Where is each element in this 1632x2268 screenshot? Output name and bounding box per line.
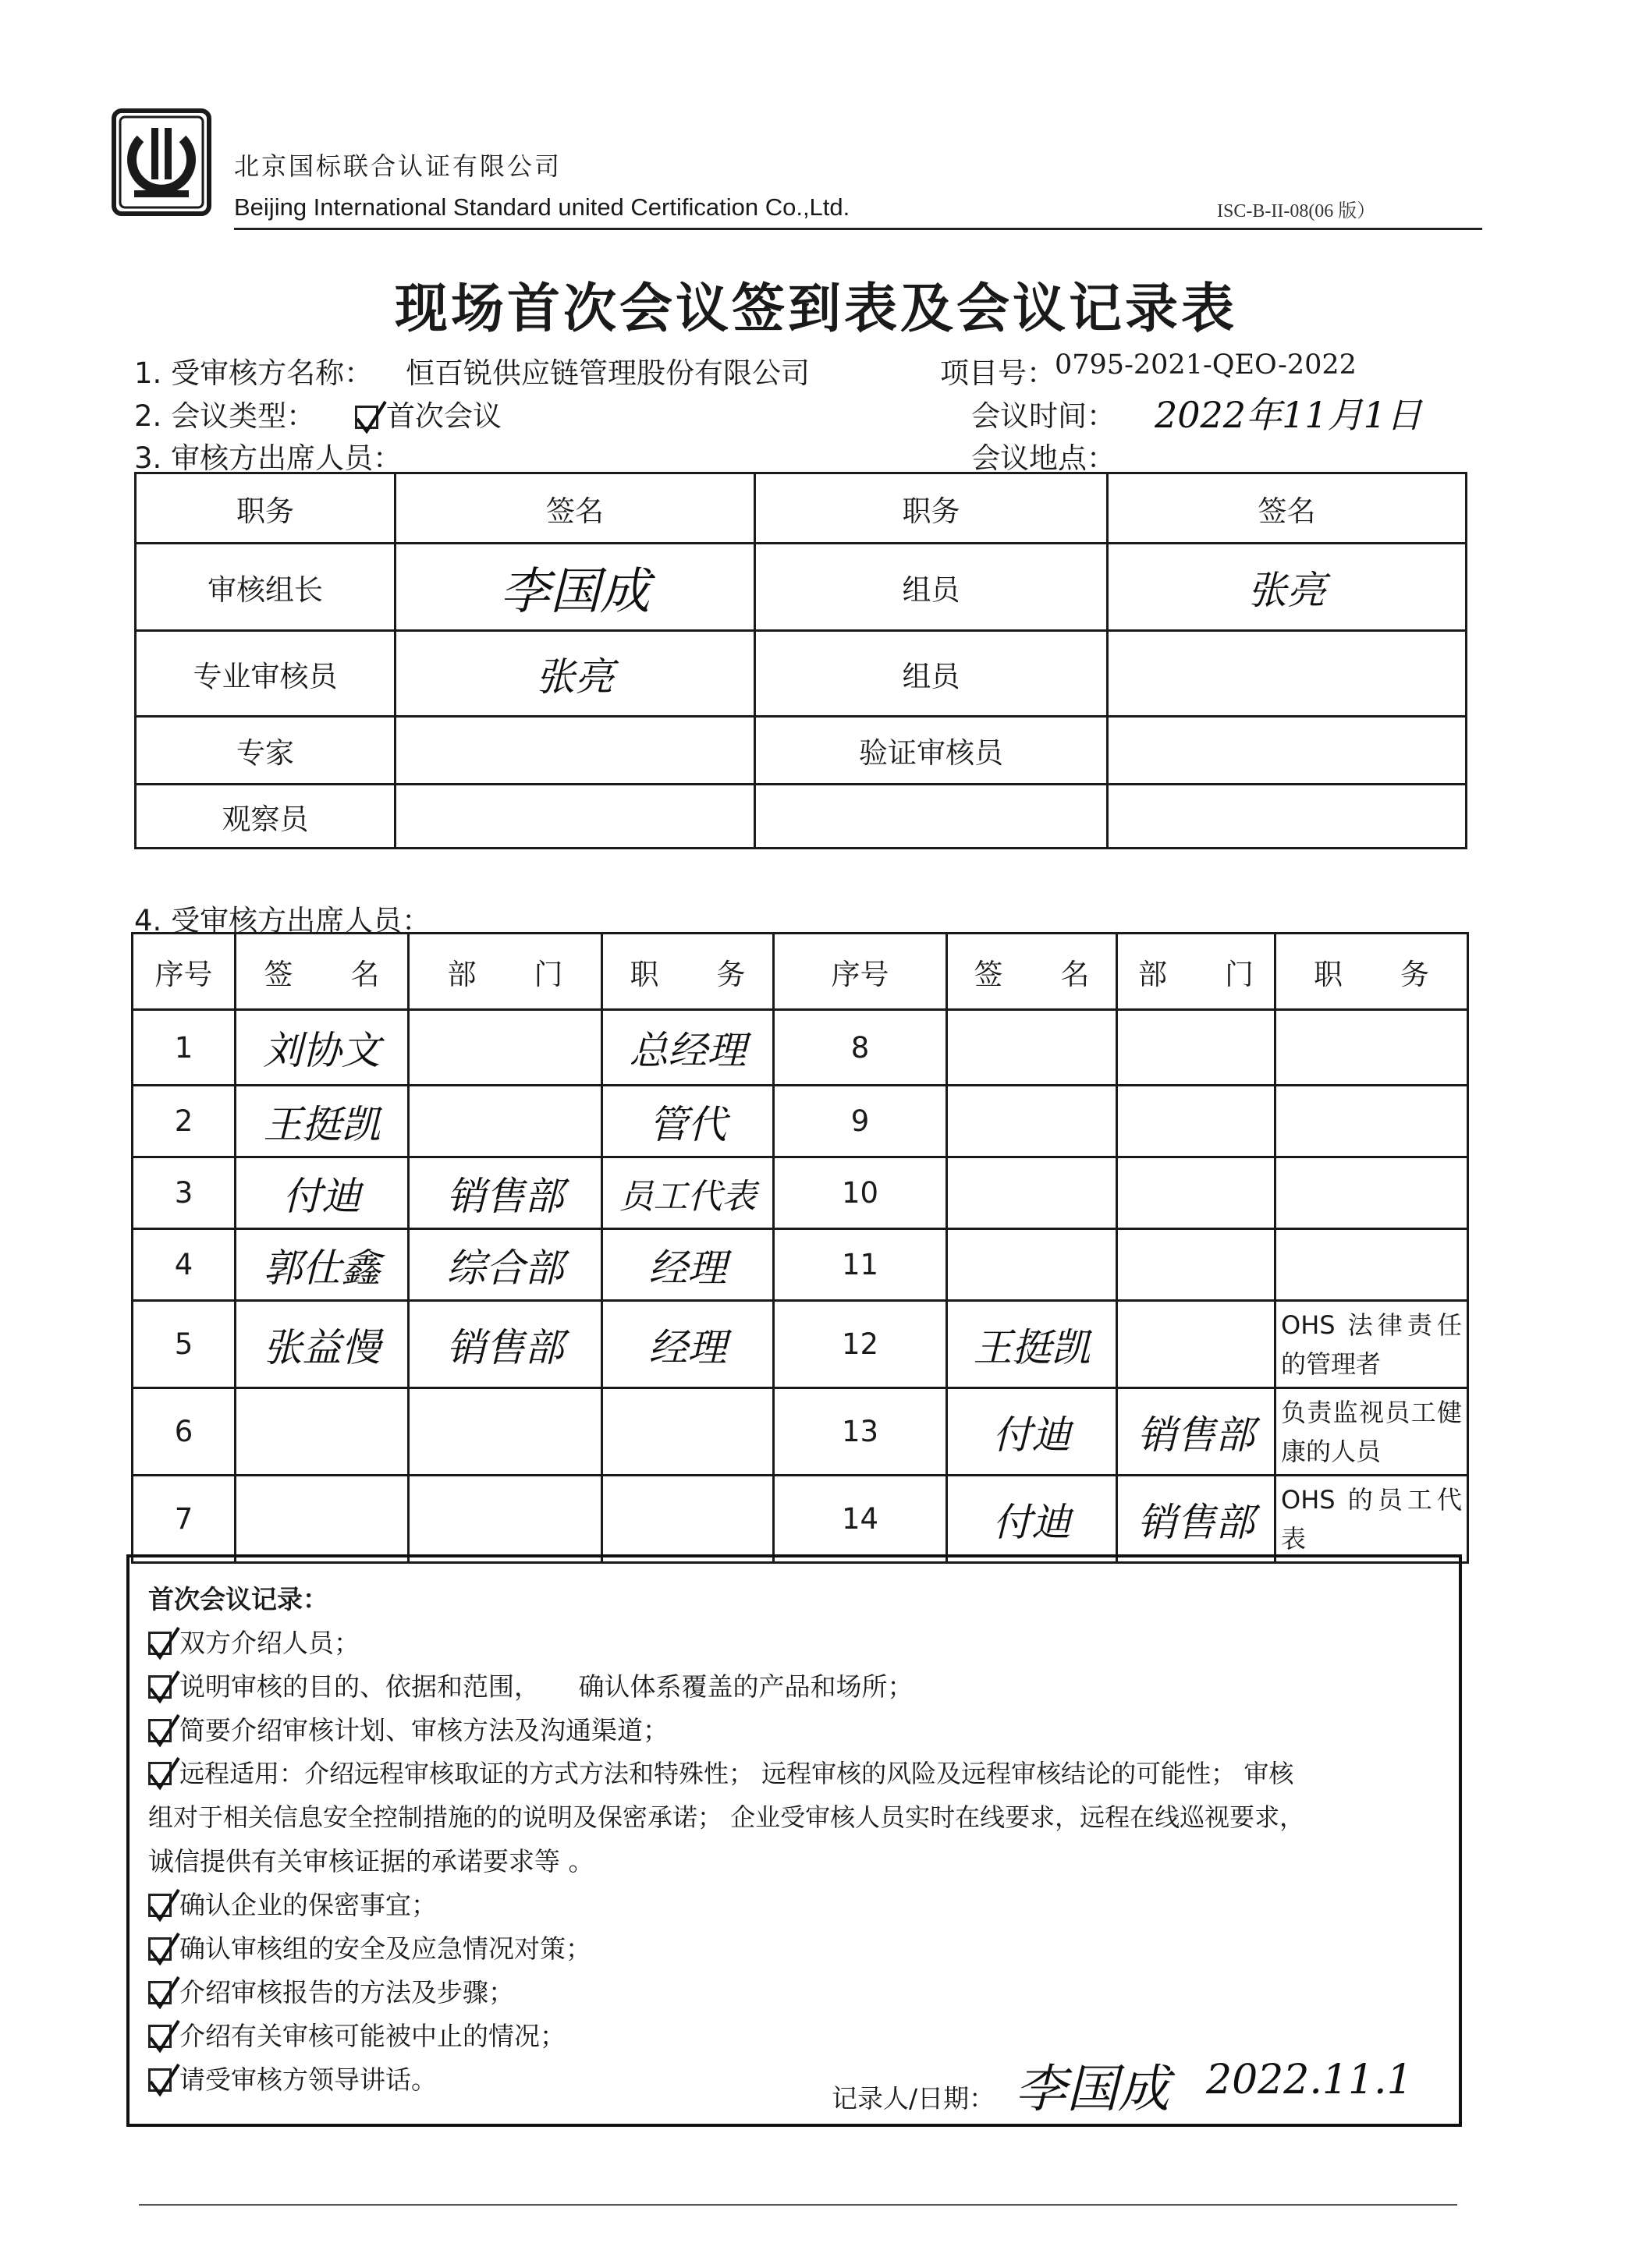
project-value: 0795-2021-QEO-2022 — [1055, 349, 1357, 381]
audit-header-cell: 签名 — [396, 473, 755, 544]
attendee-dept-cell — [1117, 1301, 1275, 1388]
audit-table-row — [136, 631, 1467, 717]
attendee-dept-cell — [1117, 1086, 1275, 1157]
attendee-signature-cell — [947, 1157, 1117, 1229]
attendee-duty-cell — [1275, 1010, 1468, 1086]
audit-signature-cell — [1108, 785, 1467, 849]
audit-header-cell: 职务 — [755, 473, 1108, 544]
record-item-text: 介绍审核报告的方法及步骤； — [179, 1977, 514, 2008]
attendee-duty-cell — [602, 1476, 774, 1563]
audit-signature-cell: 张亮 — [1108, 544, 1467, 631]
audit-header-cell: 签名 — [1108, 473, 1467, 544]
recorder-date: 2022.11.1 — [1206, 2057, 1413, 2103]
attendee-dept-cell — [409, 1086, 602, 1157]
company-logo-icon — [111, 108, 212, 217]
audit-header-cell: 职务 — [136, 473, 396, 544]
recorder-label: 记录人/日期： — [832, 2083, 995, 2114]
record-remote-line-3: 诚信提供有关审核证据的承诺要求等 。 — [148, 1846, 594, 1876]
attendee-signature-cell: 张益慢 — [236, 1301, 409, 1388]
attendee-dept-cell — [409, 1010, 602, 1086]
attendee-duty-cell: 经理 — [602, 1229, 774, 1301]
attendee-dept-cell — [1117, 1157, 1275, 1229]
audit-role-cell: 组员 — [755, 544, 1108, 631]
audit-role-cell: 专家 — [136, 717, 396, 785]
page-title: 现场首次会议签到表及会议记录表 — [394, 278, 1237, 340]
record-item-text: 确认企业的保密事宜； — [179, 1890, 437, 1920]
attendee-header-cell: 职 务 — [1275, 934, 1468, 1010]
attendee-duty-cell: 负责监视员工健康的人员 — [1275, 1388, 1468, 1476]
audit-team-table — [134, 472, 1467, 849]
attendee-header-cell: 职 务 — [602, 934, 774, 1010]
attendee-dept-cell: 销售部 — [409, 1157, 602, 1229]
attendee-signature-cell: 王挺凯 — [947, 1301, 1117, 1388]
attendee-signature-cell — [947, 1229, 1117, 1301]
attendee-header-cell: 部 门 — [409, 934, 602, 1010]
audit-signature-cell: 张亮 — [396, 631, 755, 717]
attendee-dept-cell: 销售部 — [409, 1301, 602, 1388]
audit-role-cell: 专业审核员 — [136, 631, 396, 717]
attendee-header-cell: 签 名 — [236, 934, 409, 1010]
attendee-header-cell: 序号 — [133, 934, 236, 1010]
audit-table-row — [136, 544, 1467, 631]
attendee-dept-cell: 综合部 — [409, 1229, 602, 1301]
attendee-header-cell: 序号 — [774, 934, 947, 1010]
record-item-checkbox[interactable] — [148, 2025, 172, 2048]
meeting-type-value: 首次会议 — [386, 399, 502, 433]
record-item — [148, 1667, 914, 1703]
record-item — [148, 2060, 437, 2096]
audit-signature-cell — [396, 785, 755, 849]
record-item-text: 远程适用：介绍远程审核取证的方式方法和特殊性； 远程审核的风险及远程审核结论的可能性； 审核 — [179, 1759, 1294, 1788]
record-item — [148, 1929, 591, 1965]
attendee-table-row — [133, 1010, 1468, 1086]
attendee-duty-cell: 总经理 — [602, 1010, 774, 1086]
audit-role-cell: 验证审核员 — [755, 717, 1108, 785]
audit-table-header-row — [136, 473, 1467, 544]
attendee-duty-cell — [602, 1388, 774, 1476]
company-name-en: Beijing International Standard united Certification Co.,Ltd. — [234, 193, 850, 221]
project-label: 项目号： — [940, 356, 1055, 390]
record-item-text: 介绍有关审核可能被中止的情况； — [179, 2021, 566, 2051]
record-item — [148, 1972, 514, 2009]
record-item-text: 简要介绍审核计划、审核方法及沟通渠道； — [179, 1715, 669, 1745]
meeting-type-label: 2. 会议类型： — [134, 399, 316, 433]
auditee-label: 1. 受审核方名称： — [134, 356, 374, 390]
attendee-table-row — [133, 1157, 1468, 1229]
attendee-table-row — [133, 1476, 1468, 1563]
attendee-no-cell: 7 — [133, 1476, 236, 1563]
record-item-checkbox[interactable] — [148, 1632, 172, 1655]
record-item-text: 说明审核的目的、依据和范围， 确认体系覆盖的产品和场所； — [179, 1671, 914, 1702]
attendee-no-cell: 2 — [133, 1086, 236, 1157]
attendee-table-row — [133, 1229, 1468, 1301]
footer-divider — [139, 2204, 1457, 2206]
header-divider — [234, 228, 1482, 230]
attendee-dept-cell — [1117, 1010, 1275, 1086]
record-item — [148, 1623, 360, 1660]
record-item-checkbox[interactable] — [148, 2068, 172, 2092]
attendee-signature-cell — [947, 1086, 1117, 1157]
audit-role-cell: 组员 — [755, 631, 1108, 717]
attendee-duty-cell — [1275, 1229, 1468, 1301]
record-item-checkbox[interactable] — [148, 1675, 172, 1699]
attendee-no-cell: 10 — [774, 1157, 947, 1229]
attendee-duty-cell: OHS 法律责任的管理者 — [1275, 1301, 1468, 1388]
attendee-dept-cell: 销售部 — [1117, 1476, 1275, 1563]
attendee-no-cell: 8 — [774, 1010, 947, 1086]
attendee-duty-cell: OHS 的员工代表 — [1275, 1476, 1468, 1563]
record-title: 首次会议记录： — [148, 1584, 328, 1614]
meeting-place-label: 会议地点： — [971, 441, 1116, 475]
audit-table-row — [136, 785, 1467, 849]
record-item — [148, 2016, 566, 2053]
audit-role-cell: 观察员 — [136, 785, 396, 849]
attendee-header-cell: 部 门 — [1117, 934, 1275, 1010]
attendee-dept-cell — [409, 1476, 602, 1563]
audit-attendees-label: 3. 审核方出席人员： — [134, 441, 403, 475]
record-item-text: 双方介绍人员； — [179, 1628, 360, 1658]
record-item-checkbox[interactable] — [148, 1894, 172, 1917]
record-item-checkbox[interactable] — [148, 1719, 172, 1742]
attendee-signature-cell: 王挺凯 — [236, 1086, 409, 1157]
attendee-dept-cell: 销售部 — [1117, 1388, 1275, 1476]
attendee-duty-cell: 经理 — [602, 1301, 774, 1388]
attendee-signature-cell — [236, 1476, 409, 1563]
record-item-checkbox[interactable] — [148, 1981, 172, 2004]
attendee-duty-cell: 员工代表 — [602, 1157, 774, 1229]
attendee-no-cell: 6 — [133, 1388, 236, 1476]
attendee-dept-cell — [1117, 1229, 1275, 1301]
attendee-signature-cell — [236, 1388, 409, 1476]
attendee-duty-cell: 管代 — [602, 1086, 774, 1157]
recorder-signature: 李国成 — [1015, 2059, 1169, 2119]
record-item — [148, 1754, 1293, 1790]
attendee-no-cell: 1 — [133, 1010, 236, 1086]
attendee-signature-cell: 付迪 — [236, 1157, 409, 1229]
attendee-header-cell: 签 名 — [947, 934, 1117, 1010]
attendee-no-cell: 5 — [133, 1301, 236, 1388]
auditee-attendees-label: 4. 受审核方出席人员： — [134, 904, 431, 937]
attendee-signature-cell — [947, 1010, 1117, 1086]
record-item-text: 确认审核组的安全及应急情况对策； — [179, 1933, 591, 1964]
attendee-no-cell: 9 — [774, 1086, 947, 1157]
attendee-signature-cell: 刘协文 — [236, 1010, 409, 1086]
attendee-table-row — [133, 1388, 1468, 1476]
record-item-checkbox[interactable] — [148, 1937, 172, 1961]
audit-signature-cell: 李国成 — [396, 544, 755, 631]
attendee-signature-cell: 郭仕鑫 — [236, 1229, 409, 1301]
attendee-duty-cell — [1275, 1086, 1468, 1157]
audit-role-cell — [755, 785, 1108, 849]
meeting-time-value: 2022年11月1日 — [1155, 394, 1422, 436]
record-remote-line-2: 组对于相关信息安全控制措施的的说明及保密承诺； 企业受审核人员实时在线要求，远程在线巡视要求， — [148, 1802, 1305, 1832]
attendee-no-cell: 14 — [774, 1476, 947, 1563]
meeting-type-checkbox[interactable] — [355, 406, 378, 429]
auditee-attendee-table — [131, 932, 1469, 1564]
attendee-no-cell: 4 — [133, 1229, 236, 1301]
record-item — [148, 1885, 437, 1922]
company-name-cn: 北京国标联合认证有限公司 — [234, 151, 562, 181]
attendee-signature-cell: 付迪 — [947, 1388, 1117, 1476]
attendee-table-row — [133, 1086, 1468, 1157]
attendee-dept-cell — [409, 1388, 602, 1476]
audit-role-cell: 审核组长 — [136, 544, 396, 631]
attendee-table-header-row — [133, 934, 1468, 1010]
audit-table-row — [136, 717, 1467, 785]
meeting-type-row — [355, 392, 502, 434]
attendee-duty-cell — [1275, 1157, 1468, 1229]
attendee-no-cell: 13 — [774, 1388, 947, 1476]
attendee-table-row — [133, 1301, 1468, 1388]
record-item — [148, 1710, 669, 1747]
meeting-record-box — [126, 1554, 1462, 2127]
audit-signature-cell — [1108, 717, 1467, 785]
attendee-no-cell: 3 — [133, 1157, 236, 1229]
audit-signature-cell — [396, 717, 755, 785]
audit-signature-cell — [1108, 631, 1467, 717]
record-item-text: 请受审核方领导讲话。 — [179, 2064, 437, 2095]
auditee-value: 恒百锐供应链管理股份有限公司 — [406, 356, 810, 390]
meeting-time-label: 会议时间： — [971, 399, 1116, 433]
form-code: ISC-B-II-08(06 版） — [1217, 201, 1376, 221]
attendee-signature-cell: 付迪 — [947, 1476, 1117, 1563]
attendee-no-cell: 12 — [774, 1301, 947, 1388]
record-item-checkbox[interactable] — [148, 1762, 172, 1785]
attendee-no-cell: 11 — [774, 1229, 947, 1301]
